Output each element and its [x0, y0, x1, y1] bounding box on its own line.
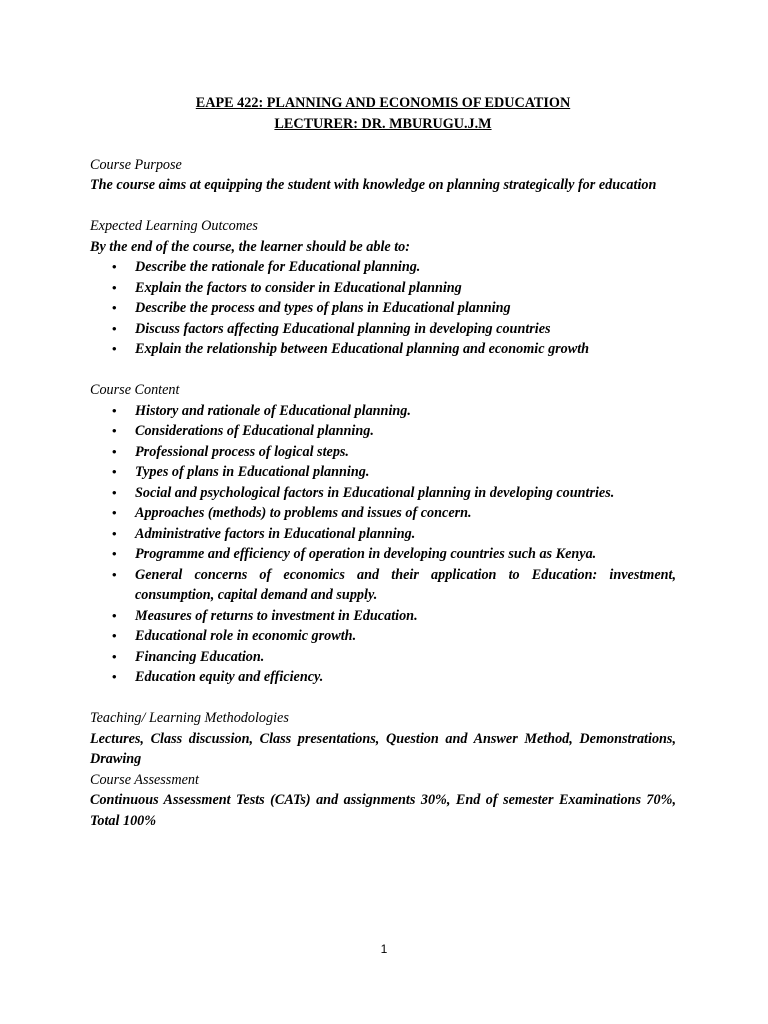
list-item: [90, 503, 676, 524]
bullet-icon: •: [112, 546, 117, 561]
list-item: [90, 278, 676, 299]
list-item: [90, 626, 676, 647]
list-item-text: Explain the factors to consider in Educational planning: [135, 279, 462, 296]
learning-outcomes-list: [90, 257, 676, 360]
bullet-icon: •: [112, 341, 117, 356]
bullet-icon: •: [112, 259, 117, 274]
spacer: [90, 196, 676, 217]
list-item-text: Considerations of Educational planning.: [135, 423, 374, 439]
course-purpose-text: The course aims at equipping the student with knowledge on planning strategically for education: [90, 177, 657, 193]
bullet-icon: •: [112, 423, 117, 438]
learning-outcomes-intro: By the end of the course, the learner should be able to:: [90, 238, 411, 255]
list-item: [90, 647, 676, 668]
bullet-icon: •: [112, 669, 117, 684]
bullet-icon: •: [112, 484, 117, 500]
list-item: [90, 257, 676, 278]
bullet-icon: •: [112, 648, 117, 664]
course-purpose-heading: Course Purpose: [90, 156, 182, 173]
list-item: [90, 667, 676, 688]
list-item: [90, 524, 676, 545]
list-item-text: General concerns of economics and their application to Education: investment, consumption, capital demand and supply.: [135, 566, 676, 603]
list-item-text: Describe the process and types of plans in Educational planning: [135, 300, 511, 316]
list-item-text: Administrative factors in Educational planning.: [135, 525, 416, 542]
list-item: [90, 606, 676, 627]
lecturer-line: LECTURER: DR. MBURUGU.J.M: [274, 115, 492, 132]
list-item: [90, 442, 676, 463]
bullet-icon: •: [112, 607, 117, 623]
learning-outcomes-heading: Expected Learning Outcomes: [90, 218, 258, 234]
list-item-text: Measures of returns to investment in Education.: [135, 607, 418, 624]
list-item-text: Education equity and efficiency.: [135, 669, 324, 685]
bullet-icon: •: [112, 628, 117, 643]
list-item: [90, 401, 676, 422]
list-item-text: Explain the relationship between Educational planning and economic growth: [135, 341, 590, 357]
list-item-text: Professional process of logical steps.: [135, 443, 349, 460]
list-item: [90, 565, 676, 606]
list-item: [90, 319, 676, 340]
list-item: [90, 298, 676, 319]
assessment-text: Continuous Assessment Tests (CATs) and assignments 30%, End of semester Examinations 70%, Total 100%: [90, 792, 676, 829]
list-item: [90, 544, 676, 565]
course-content-heading: Course Content: [90, 382, 180, 398]
list-item: [90, 421, 676, 442]
methodologies-heading: Teaching/ Learning Methodologies: [90, 710, 289, 726]
list-item-text: Programme and efficiency of operation in developing countries such as Kenya.: [135, 546, 597, 562]
list-item: [90, 339, 676, 360]
bullet-icon: •: [112, 443, 117, 459]
bullet-icon: •: [112, 300, 117, 315]
bullet-icon: •: [112, 402, 117, 418]
course-content-list: [90, 401, 676, 688]
list-item-text: Educational role in economic growth.: [135, 628, 357, 644]
methodologies-text: Lectures, Class discussion, Class presentations, Question and Answer Method, Demonstrations, Drawing: [90, 730, 676, 767]
spacer: [90, 360, 676, 381]
document-title: EAPE 422: PLANNING AND ECONOMIS OF EDUCATION: [195, 95, 571, 111]
list-item: [90, 462, 676, 483]
bullet-icon: •: [112, 320, 117, 336]
list-item-text: Social and psychological factors in Educational planning in developing countries.: [135, 484, 615, 501]
assessment-heading: Course Assessment: [90, 771, 199, 788]
list-item: [90, 483, 676, 504]
bullet-icon: •: [112, 525, 117, 541]
bullet-icon: •: [112, 566, 117, 582]
bullet-icon: •: [112, 279, 117, 295]
list-item-text: Financing Education.: [135, 648, 265, 665]
list-item-text: Describe the rationale for Educational planning.: [135, 259, 421, 275]
bullet-icon: •: [112, 505, 117, 520]
spacer: [90, 688, 676, 709]
list-item-text: Types of plans in Educational planning.: [135, 464, 370, 480]
list-item-text: History and rationale of Educational planning.: [135, 402, 411, 419]
list-item-text: Approaches (methods) to problems and issues of concern.: [135, 505, 472, 521]
document-page: [90, 93, 676, 831]
page-number: 1: [380, 942, 388, 956]
list-item-text: Discuss factors affecting Educational planning in developing countries: [135, 320, 551, 337]
spacer: [90, 134, 676, 155]
bullet-icon: •: [112, 464, 117, 479]
